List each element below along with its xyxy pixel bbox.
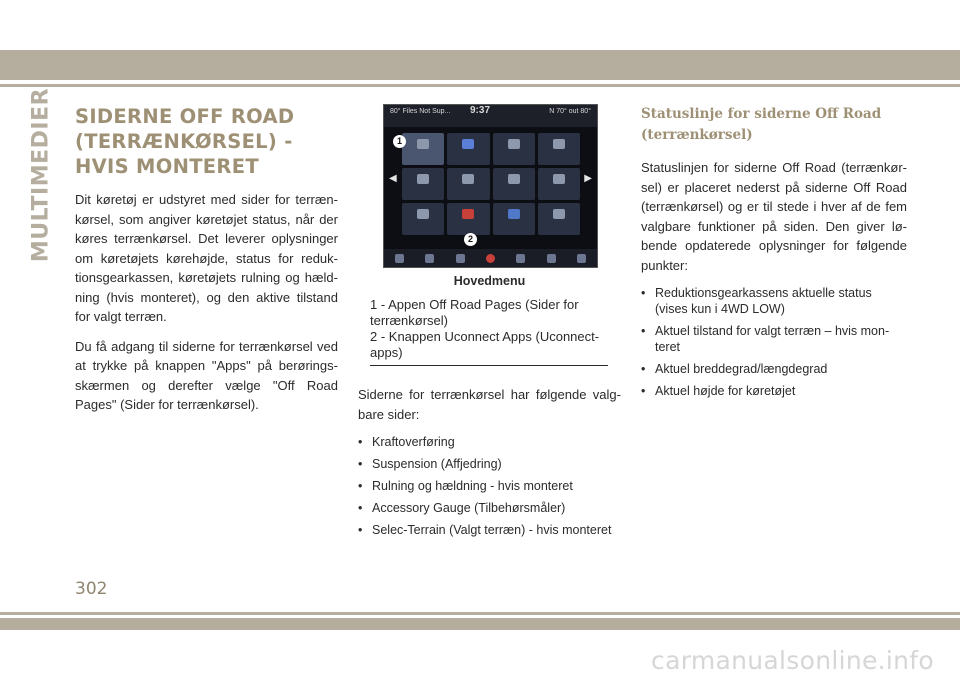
list-item: • Selec-Terrain (Valgt terræn) - hvis monteret [358, 522, 621, 538]
list-item: • Suspension (Affjedring) [358, 456, 621, 472]
watermark: carmanualsonline.info [651, 646, 934, 675]
intro-paragraph: Dit køretøj er udstyret med sider for terrænkørsel, som angiver køretøjet status, når der køres terrænkørsel. Det leverer oplysninger om køretøjets kørehøjde, status for reduktionsgearkassen, køretøjets rulning og hældning (hvis monteret), og den aktive tilstand for valgt terræn. [75, 192, 338, 324]
screen-right-arrow-icon: ▶ [584, 173, 592, 184]
list-item: • Kraftoverføring [358, 434, 621, 450]
pages-list [358, 434, 621, 538]
dock-settings-icon [456, 254, 465, 263]
section-side-tab [26, 87, 56, 263]
app-tile-phone [493, 133, 535, 165]
screen-status-bar [384, 105, 597, 127]
dock-climate-icon [516, 254, 525, 263]
status-bar-heading: Statuslinje for siderne Off Road (terrænkørsel) [641, 106, 882, 143]
dock-media-icon [425, 254, 434, 263]
screen-dock [384, 249, 597, 267]
app-tile-register [493, 168, 535, 200]
column-right [641, 104, 907, 405]
screen-status-left: 80° Files Not Sup... [390, 108, 451, 115]
pages-intro-paragraph: Siderne for terrænkørsel har følgende valgbare sider: [358, 387, 621, 422]
figure-caption-item-2: 2 - Knappen Uconnect Apps (Uconnect-apps) [370, 329, 600, 360]
app-tile-pwr-vent [402, 168, 444, 200]
screen-status-right: N 70° out 80° [549, 108, 591, 115]
callout-2: 2 [464, 233, 477, 246]
list-item: • Accessory Gauge (Tilbehørsmåler) [358, 500, 621, 516]
app-tile-pwr-heat [538, 133, 580, 165]
top-decorative-line [0, 84, 960, 87]
list-item: • Aktuel højde for køretøjet [641, 383, 907, 399]
app-tile-screen-off [538, 168, 580, 200]
app-tile-stitcher [447, 203, 489, 235]
app-tile-store [493, 203, 535, 235]
status-items-list [641, 285, 907, 399]
dock-phone-icon [577, 254, 586, 263]
app-tile-pandora [447, 133, 489, 165]
top-decorative-band [0, 50, 960, 80]
callout-1: 1 [393, 135, 406, 148]
bottom-decorative-line [0, 612, 960, 615]
access-paragraph: Du få adgang til siderne for terrænkørsel ved at trykke på knappen "Apps" på berøringsskærmen og derefter vælge "Off Road Pages" (Sider for terrænkørsel). [75, 338, 338, 412]
app-tile-off-road-pages [402, 133, 444, 165]
page-number: 302 [75, 579, 108, 599]
app-tile-settings [402, 203, 444, 235]
figure-caption [370, 297, 608, 366]
list-item: • Rulning og hældning - hvis monteret [358, 478, 621, 494]
dock-apps-icon [486, 254, 495, 263]
column-middle [358, 104, 621, 544]
screen-clock: 9:37 [470, 105, 491, 116]
list-item: • Aktuel breddegrad/længdegrad [641, 361, 907, 377]
bottom-decorative-band [0, 618, 960, 630]
status-bar-paragraph: Statuslinjen for siderne Off Road (terrænkørsel) er placeret nederst på siderne Off Road (terrænkørsel) og er til stede i hver af de fem valgbare funktioner på siden. Den giver løbende opdaterede oplysninger for følgende punkter: [641, 160, 907, 273]
dock-nav-icon [547, 254, 556, 263]
app-tile-radio [447, 168, 489, 200]
figure-title: Hovedmenu [453, 274, 526, 288]
screen-left-arrow-icon: ◀ [389, 173, 397, 184]
column-left [75, 104, 338, 425]
dock-radio-icon [395, 254, 404, 263]
figure-caption-item-1: 1 - Appen Off Road Pages (Sider for terrænkørsel) [370, 297, 579, 328]
uconnect-screen-photo [383, 104, 598, 268]
list-item: • Reduktionsgearkassens aktuelle status (vises kun i 4WD LOW) [641, 285, 907, 317]
list-item: • Aktuel tilstand for valgt terræn – hvis monteret [641, 323, 907, 355]
screen-app-grid [402, 133, 580, 235]
section-heading: SIDERNE OFF ROAD (TERRÆNKØRSEL) - HVIS MONTERET [75, 105, 295, 178]
app-tile-travel-link [538, 203, 580, 235]
section-side-tab-label: MULTIMEDIER [28, 87, 54, 263]
